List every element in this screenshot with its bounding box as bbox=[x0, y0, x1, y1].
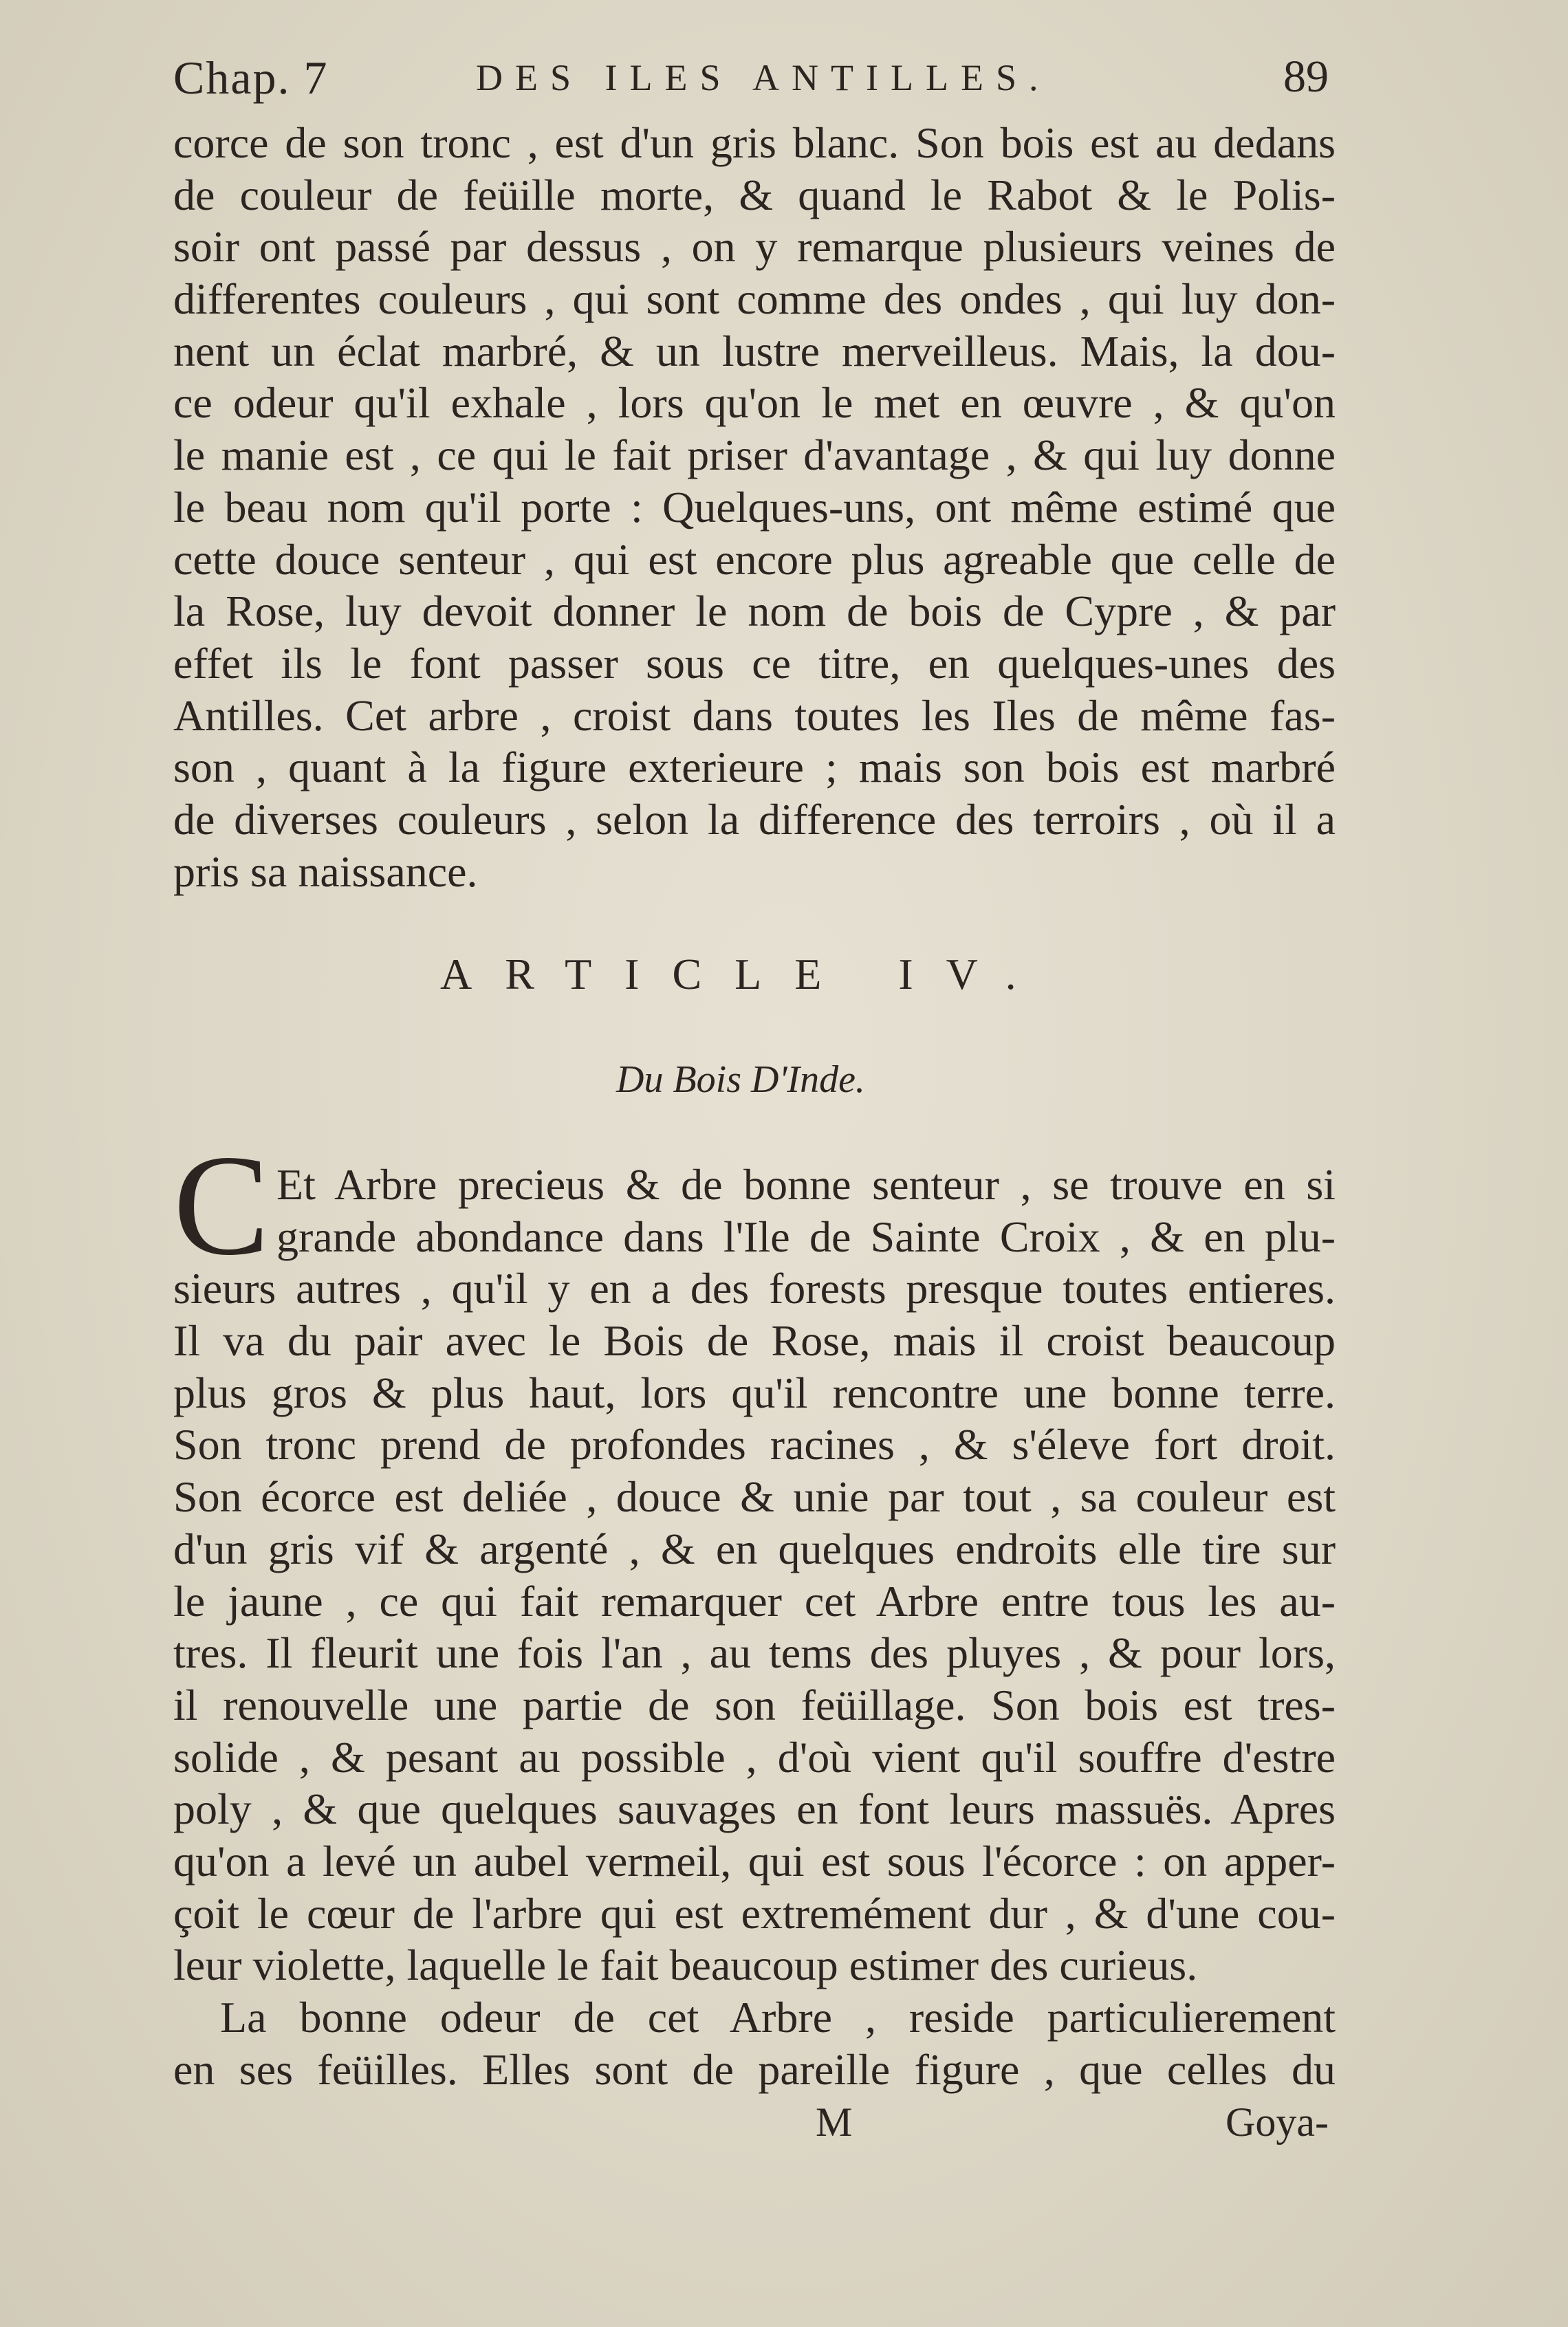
paragraph-bois-d-inde bbox=[173, 1159, 1336, 2095]
text-line: en ses feüilles. Elles sont de pareille figure , que celles du bbox=[173, 2044, 1336, 2094]
text-line: de couleur de feüille morte, & quand le Rabot & le Polis- bbox=[173, 170, 1336, 219]
text-line: Et Arbre precieus & de bonne senteur , se trouve en si bbox=[276, 1160, 1336, 1209]
text-line: de diverses couleurs , selon la difference des terroirs , où il a bbox=[173, 794, 1336, 844]
text-line: leur violette, laquelle le fait beaucoup estimer des curieus. bbox=[173, 1941, 1198, 1990]
text-line: poly , & que quelques sauvages en font leurs massuës. Apres bbox=[173, 1784, 1336, 1834]
text-line: Il va du pair avec le Bois de Rose, mais il croist beaucoup bbox=[173, 1316, 1336, 1366]
text-line: le jaune , ce qui fait remarquer cet Arbre entre tous les au- bbox=[173, 1576, 1336, 1626]
text-line: çoit le cœur de l'arbre qui est extremément dur , & d'une cou- bbox=[173, 1888, 1336, 1938]
text-line: La bonne odeur de cet Arbre , reside particulierement bbox=[220, 1993, 1336, 2042]
text-line: grande abondance dans l'Ile de Sainte Croix , & en plu- bbox=[276, 1212, 1336, 1261]
page-footer bbox=[173, 2099, 1336, 2154]
text-line: differentes couleurs , qui sont comme des ondes , qui luy don- bbox=[173, 274, 1336, 324]
text-line: sieurs autres , qu'il y en a des forests presque toutes entieres. bbox=[173, 1264, 1336, 1313]
text-line: son , quant à la figure exterieure ; mais son bois est marbré bbox=[173, 743, 1336, 792]
drop-capital: C bbox=[173, 1126, 270, 1285]
text-line: la Rose, luy devoit donner le nom de bois de Cypre , & par bbox=[173, 587, 1336, 636]
text-line: corce de son tronc , est d'un gris blanc. Son bois est au dedans bbox=[173, 118, 1336, 167]
text-line: effet ils le font passer sous ce titre, en quelques-unes des bbox=[173, 638, 1336, 688]
signature-mark: M bbox=[816, 2099, 853, 2145]
text-line: qu'on a levé un aubel vermeil, qui est sous l'écorce : on apper- bbox=[173, 1836, 1336, 1886]
text-line: nent un éclat marbré, & un lustre merveilleus. Mais, la dou- bbox=[173, 326, 1336, 375]
text-line: ce odeur qu'il exhale , lors qu'on le met en œuvre , & qu'on bbox=[173, 378, 1336, 428]
text-line: il renouvelle une partie de son feüillage. Son bois est tres- bbox=[173, 1680, 1336, 1729]
text-line: le beau nom qu'il porte : Quelques-uns, ont même estimé que bbox=[173, 482, 1336, 532]
running-header bbox=[173, 51, 1336, 113]
text-line: tres. Il fleurit une fois l'an , au tems des pluyes , & pour lors, bbox=[173, 1628, 1336, 1678]
text-line: Antilles. Cet arbre , croist dans toutes les Iles de même fas- bbox=[173, 690, 1336, 740]
text-line: le manie est , ce qui le fait priser d'avantage , & qui luy donne bbox=[173, 430, 1336, 480]
text-line: cette douce senteur , qui est encore plus agreable que celle de bbox=[173, 534, 1336, 584]
running-title: DES ILES ANTILLES. bbox=[476, 57, 1051, 98]
text-line: Son écorce est deliée , douce & unie par tout , sa couleur est bbox=[173, 1472, 1336, 1522]
paragraph-continued bbox=[173, 117, 1336, 897]
text-line: Son tronc prend de profondes racines , & s'éleve fort droit. bbox=[173, 1420, 1336, 1470]
text-line: pris sa naissance. bbox=[173, 846, 478, 896]
article-heading: ARTICLE IV. bbox=[440, 950, 1049, 998]
text-line: plus gros & plus haut, lors qu'il rencontre une bonne terre. bbox=[173, 1368, 1336, 1417]
chapter-label: Chap. 7 bbox=[173, 52, 329, 104]
section-subtitle: Du Bois D'Inde. bbox=[616, 1058, 865, 1101]
catchword: Goya- bbox=[1226, 2099, 1329, 2145]
text-line: solide , & pesant au possible , d'où vient qu'il souffre d'estre bbox=[173, 1732, 1336, 1782]
text-line: d'un gris vif & argenté , & en quelques endroits elle tire sur bbox=[173, 1524, 1336, 1573]
page-number: 89 bbox=[1283, 52, 1329, 102]
text-line: soir ont passé par dessus , on y remarque plusieurs veines de bbox=[173, 222, 1336, 272]
